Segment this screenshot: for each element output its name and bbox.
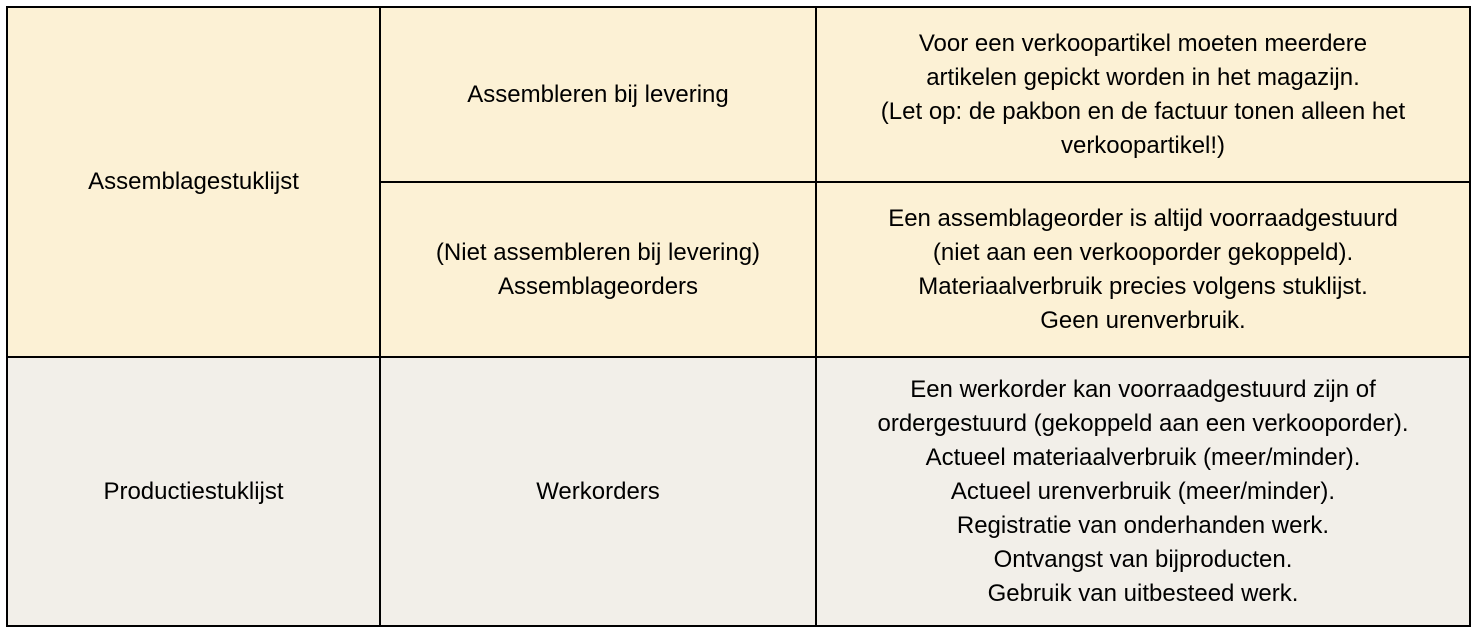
method-label: Werkorders bbox=[536, 477, 660, 505]
description-line: Een assemblageorder is altijd voorraadgestuurd bbox=[888, 204, 1398, 232]
description-line: (Let op: de pakbon en de factuur tonen alleen het bbox=[880, 97, 1406, 125]
category-label: Productiestuklijst bbox=[103, 477, 284, 505]
category-cell-assembly bbox=[7, 7, 380, 357]
description-line: Registratie van onderhanden werk. bbox=[956, 511, 1330, 539]
description-line: Geen urenverbruik. bbox=[1040, 306, 1246, 334]
description-line: (niet aan een verkooporder gekoppeld). bbox=[932, 238, 1354, 266]
method-cell-assemble-to-order bbox=[380, 7, 816, 182]
category-cell-production bbox=[7, 357, 380, 626]
description-line: Materiaalverbruik precies volgens stuklijst. bbox=[918, 272, 1368, 300]
method-label: Assembleren bij levering bbox=[467, 80, 729, 108]
description-line: Actueel materiaalverbruik (meer/minder). bbox=[925, 443, 1361, 471]
description-line: ordergestuurd (gekoppeld aan een verkooporder). bbox=[877, 409, 1409, 437]
description-cell-assemble-to-order bbox=[816, 7, 1470, 182]
description-line: Ontvangst van bijproducten. bbox=[993, 545, 1293, 573]
table-row bbox=[7, 7, 1470, 182]
description-cell-assembly-orders bbox=[816, 182, 1470, 357]
description-cell-work-orders bbox=[816, 357, 1470, 626]
method-label: (Niet assembleren bij levering) bbox=[435, 238, 761, 266]
bom-comparison-table bbox=[6, 6, 1471, 627]
table-row bbox=[7, 357, 1470, 626]
method-cell-work-orders bbox=[380, 357, 816, 626]
description-line: verkoopartikel!) bbox=[1060, 131, 1226, 159]
description-line: Een werkorder kan voorraadgestuurd zijn of bbox=[910, 375, 1376, 403]
description-line: Gebruik van uitbesteed werk. bbox=[987, 579, 1299, 607]
method-cell-assembly-orders bbox=[380, 182, 816, 357]
method-label: Assemblageorders bbox=[497, 272, 699, 300]
description-line: Actueel urenverbruik (meer/minder). bbox=[950, 477, 1336, 505]
category-label: Assemblagestuklijst bbox=[88, 168, 299, 195]
description-line: artikelen gepickt worden in het magazijn. bbox=[926, 63, 1360, 91]
description-line: Voor een verkoopartikel moeten meerdere bbox=[918, 29, 1368, 57]
